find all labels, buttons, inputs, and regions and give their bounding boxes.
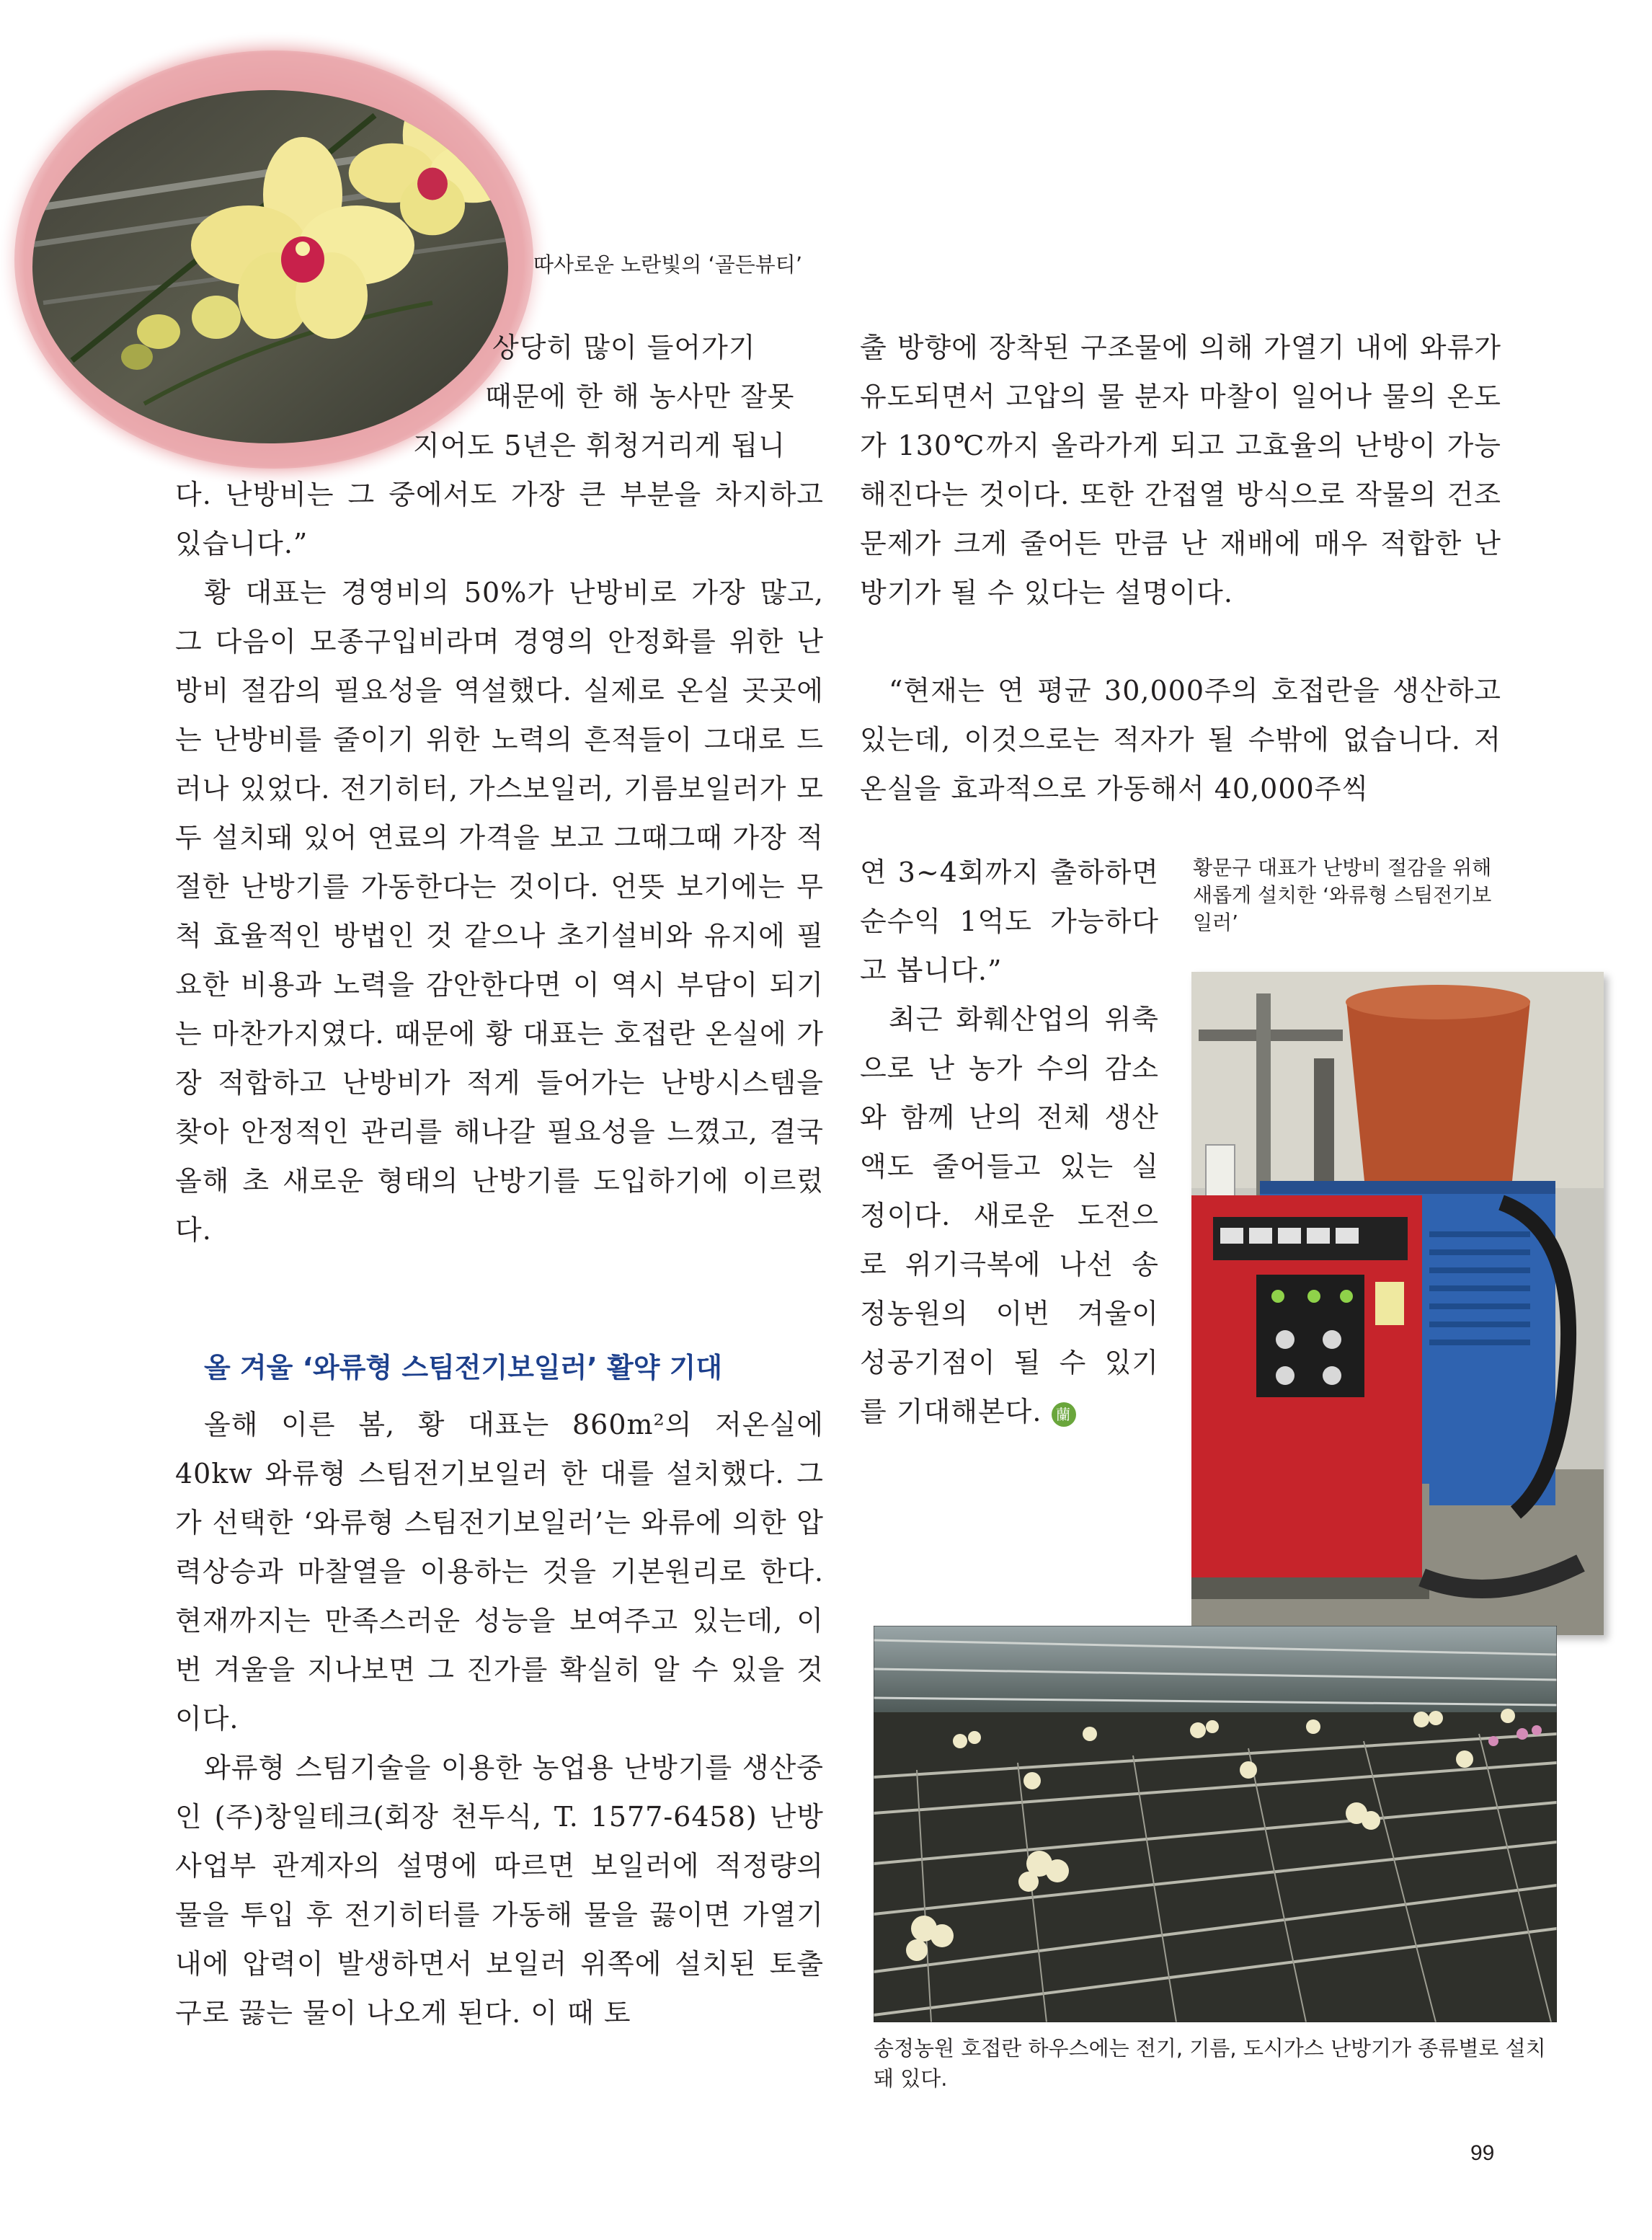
left-p4: 와류형 스팀기술을 이용한 농업용 난방기를 생산중인 (주)창일테크(회장 천두식, T. 1577-6458) 난방사업부 관계자의 설명에 따르면 보일러에 적정량의 물을 투입 후 전기히터를 가동해 물을 끓이면 가열기 내에 압력이 발생하면서 보일러 위쪽에 설치된 토출구로 끓는 물이 나오게 된다. 이 때 토: [175, 1752, 824, 2029]
page-number: 99: [1470, 2141, 1495, 2165]
right-p2-top: “현재는 연 평균 30,000주의 호접란을 생산하고 있는데, 이것으로는 적자가 될 수밖에 없습니다. 저온실을 효과적으로 가동해서 40,000주씩: [860, 675, 1501, 805]
left-p1-line3: 지어도 5년은 휘청거리게 됩니: [413, 430, 786, 461]
left-p1-rest: 다. 난방비는 그 중에서도 가장 큰 부분을 차지하고 있습니다.”: [175, 479, 824, 559]
right-p3: [860, 995, 1159, 1436]
boiler-caption: 황문구 대표가 난방비 절감을 위해 새롭게 설치한 ‘와류형 스팀전기보일러’: [1193, 856, 1492, 934]
greenhouse-caption: 송정농원 호접란 하우스에는 전기, 기름, 도시가스 난방기가 종류별로 설치돼 있다.: [874, 2036, 1546, 2091]
left-p1-line2: 때문에 한 해 농사만 잘못: [485, 381, 795, 412]
left-p2: 황 대표는 경영비의 50%가 난방비로 가장 많고, 그 다음이 모종구입비라며 경영의 안정화를 위한 난방비 절감의 필요성을 역설했다. 실제로 온실 곳곳에는 난방비를 줄이기 위한 노력의 흔적들이 그대로 드러나 있었다. 전기히터, 가스보일러, 기름보일러가 모두 설치돼 있어 연료의 가격을 보고 그때그때 가장 적절한 난방기를 가동한다는 것이다. 언뜻 보기에는 무척 효율적인 방법인 것 같으나 초기설비와 유지에 필요한 비용과 노력을 감안한다면 이 역시 부담이 되기는 마찬가지였다. 때문에 황 대표는 호접란 온실에 가장 적합하고 난방비가 적게 들어가는 난방시스템을 찾아 안정적인 관리를 해나갈 필요성을 느꼈고, 결국 올해 초 새로운 형태의 난방기를 도입하기에 이르렀다.: [175, 577, 824, 1246]
boiler-photo: [1191, 972, 1604, 1635]
orchid-caption: 따사로운 노란빛의 ‘골든뷰티’: [533, 252, 803, 277]
orchid-end-mark: 蘭: [1052, 1402, 1076, 1427]
section-heading: 올 겨울 ‘와류형 스팀전기보일러’ 활약 기대: [204, 1352, 723, 1384]
left-p3: 올해 이른 봄, 황 대표는 860m²의 저온실에 40kw 와류형 스팀전기보일러 한 대를 설치했다. 그가 선택한 ‘와류형 스팀전기보일러’는 와류에 의한 압력상승과 마찰열을 이용하는 것을 기본원리로 한다. 현재까지는 만족스러운 성능을 보여주고 있는데, 이번 겨울을 지나보면 그 진가를 확실히 알 수 있을 것이다.: [175, 1409, 824, 1735]
greenhouse-photo: [874, 1626, 1557, 2022]
left-column: [175, 323, 824, 1254]
right-p2-narrow: 연 3~4회까지 출하하면 순수익 1억도 가능하다고 봅니다.”: [860, 856, 1159, 986]
right-p1: 출 방향에 장착된 구조물에 의해 가열기 내에 와류가 유도되면서 고압의 물 분자 마찰이 일어나 물의 온도가 130℃까지 올라가게 되고 고효율의 난방이 가능해진다는 것이다. 또한 간접열 방식으로 작물의 건조문제가 크게 줄어든 만큼 난 재배에 매우 적합한 난방기가 될 수 있다는 설명이다.: [860, 332, 1501, 608]
left-p1-line1: 상당히 많이 들어가기: [492, 332, 756, 363]
right-column-top: [860, 323, 1501, 813]
left-column-lower: [175, 1400, 824, 2037]
right-column-narrow: [860, 848, 1159, 1436]
right-p3-text: 최근 화훼산업의 위축으로 난 농가 수의 감소와 함께 난의 전체 생산액도 줄어들고 있는 실정이다. 새로운 도전으로 위기극복에 나선 송정농원의 이번 겨울이 성공기점이 될 수 있기를 기대해본다.: [860, 1004, 1159, 1427]
